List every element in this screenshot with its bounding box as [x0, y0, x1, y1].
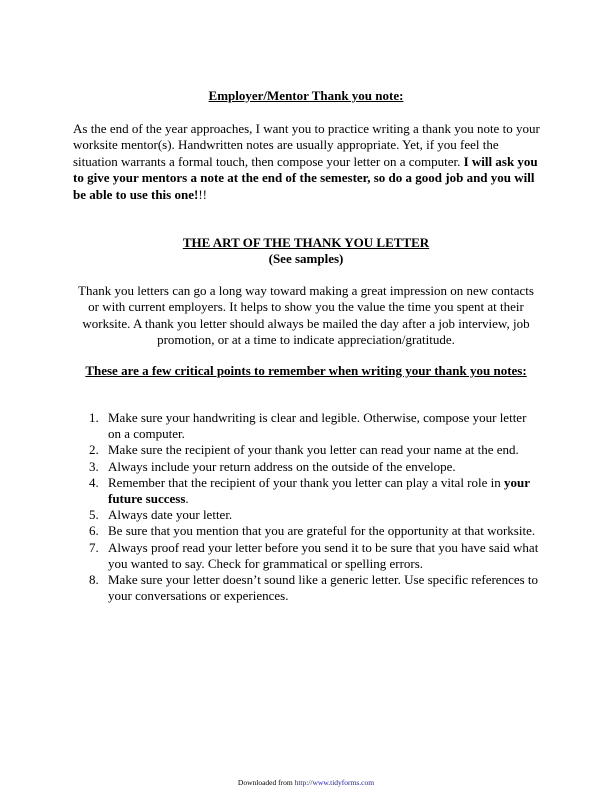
list-item-number: 5.: [89, 507, 99, 523]
section-heading: [0, 235, 612, 267]
footer: [0, 778, 612, 787]
list-item-text: Be sure that you mention that you are grateful for the opportunity at that worksite.: [108, 523, 536, 539]
list-item: [89, 540, 541, 572]
list-item-text: Always proof read your letter before you send it to be sure that you have said what you wanted to say. Check for grammatical or spelling errors.: [108, 539, 539, 571]
footer-prefix: Downloaded from: [237, 778, 293, 787]
list-item: [89, 523, 541, 539]
points-list: [89, 410, 541, 604]
list-item-text: Always date your letter.: [108, 507, 233, 523]
list-item: [89, 475, 541, 507]
section-title: THE ART OF THE THANK YOU LETTER: [182, 235, 430, 250]
points-heading: These are a few critical points to remember when writing your thank you notes:: [85, 363, 527, 378]
page-title: Employer/Mentor Thank you note:: [208, 88, 404, 103]
list-item-punct: .: [185, 491, 189, 507]
list-item-text-part: Remember that the recipient of your thank you letter can play a vital role in: [108, 474, 501, 490]
list-item-number: 1.: [89, 410, 99, 425]
list-item: [89, 507, 541, 523]
list-item-number: 4.: [89, 474, 99, 490]
list-item-text: Make sure the recipient of your thank you letter can read your name at the end.: [108, 442, 519, 458]
list-item-text: Make sure your handwriting is clear and legible. Otherwise, compose your letter on a computer.: [108, 410, 527, 442]
list-item-number: 8.: [89, 572, 99, 588]
footer-link[interactable]: http://www.tidyforms.com: [294, 778, 375, 787]
list-item: [89, 442, 541, 458]
intro-paragraph: [73, 121, 543, 203]
list-item: [89, 410, 541, 442]
list-item-number: 3.: [89, 458, 99, 474]
list-item: [89, 459, 541, 475]
intro-tail: !!: [198, 186, 207, 202]
list-item-number: 6.: [89, 523, 99, 539]
body-paragraph: Thank you letters can go a long way toward making a great impression on new contacts or with current employers. It helps to show you the value the time you spent at their worksite. A thank you letter should always be mailed the day after a job interview, job promotion, or at a time to indicate appreciation/gratitude.: [78, 283, 534, 348]
list-item: [89, 572, 541, 604]
list-item-number: 2.: [89, 442, 99, 458]
intro-bold-text: I will ask you to give your mentors a note at the end of the semester, so do a good job and you will be able to use this one!: [73, 153, 538, 202]
section-subtitle: (See samples): [268, 251, 344, 266]
list-item-text: Make sure your letter doesn’t sound like a generic letter. Use specific references to your conversations or experiences.: [108, 572, 539, 604]
list-item-text: Always include your return address on the outside of the envelope.: [108, 458, 456, 474]
list-item-number: 7.: [89, 539, 99, 555]
list-item-bold-text: your future success: [108, 474, 530, 507]
intro-text: As the end of the year approaches, I want you to practice writing a thank you note to your worksite mentor(s). Handwritten notes are usually appropriate. Yet, if you feel the situation warrants a formal touch, then compose your letter on a computer.: [73, 121, 540, 169]
list-item-text: [108, 475, 541, 507]
